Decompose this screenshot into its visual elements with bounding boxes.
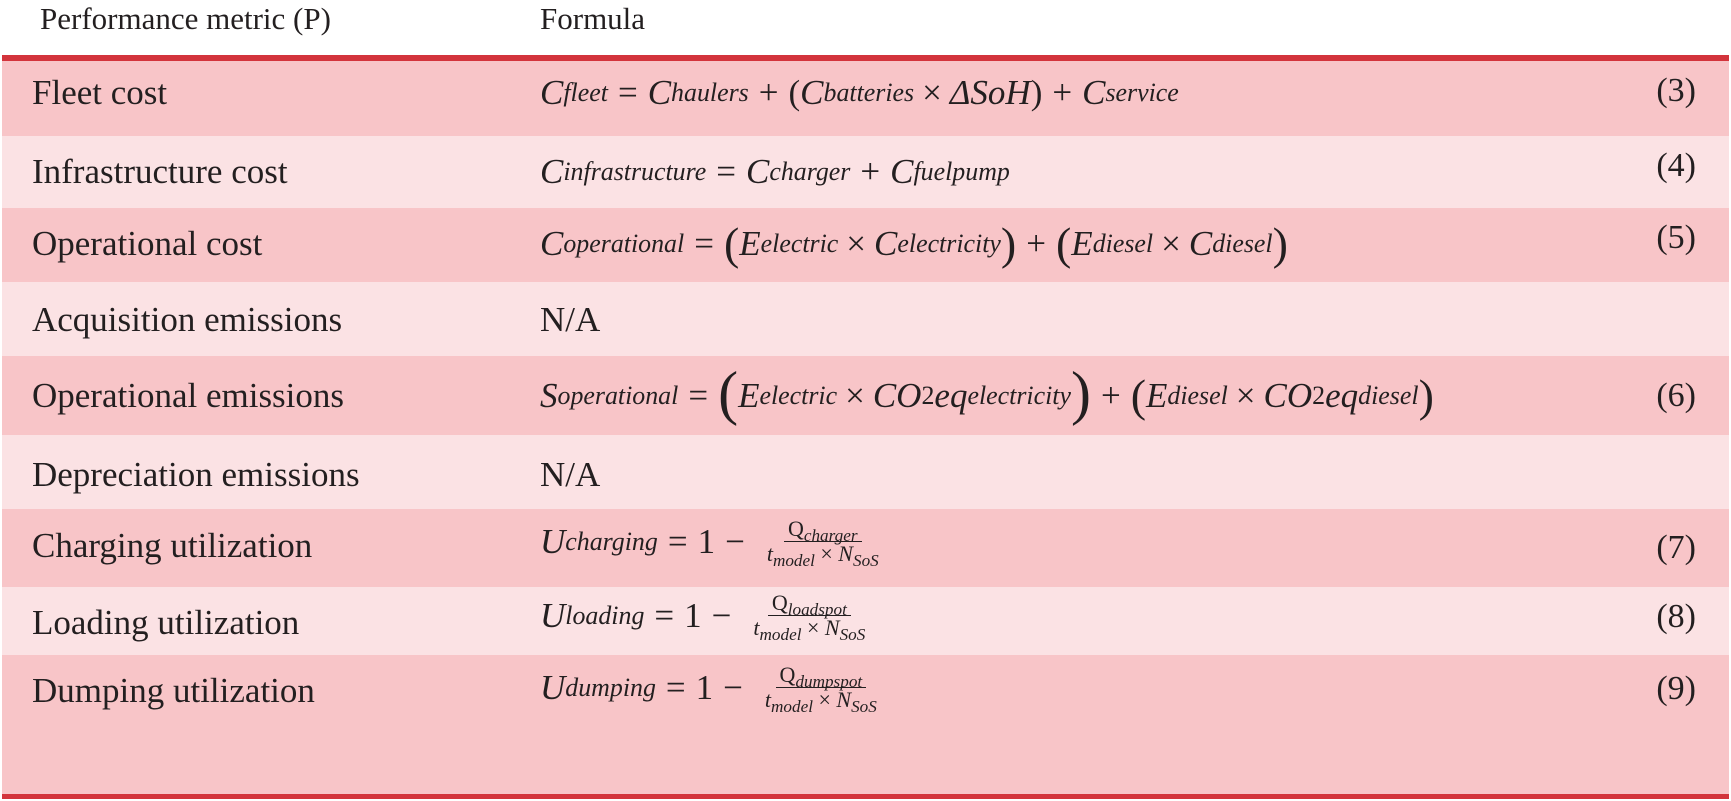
metric-label: Operational emissions (32, 376, 345, 415)
formula-fleet-cost: C fleet = C haulers + ( C batteries × ΔSoH ) + C service (540, 73, 1179, 112)
header-metric: Performance metric (P) (40, 1, 331, 36)
fraction: $\frac{Q_{charger}}{t_{model} \times N_{SoS}}$ (766, 516, 879, 571)
bottom-rule (2, 794, 1729, 799)
formula-charging-utilization: U charging = 1 − $\frac{Q_{charger}}{t_{model} \times N_{SoS}}$ (540, 517, 883, 566)
table-row (2, 655, 1729, 794)
formula-na: N/A (540, 300, 601, 339)
table-row (2, 356, 1729, 435)
metric-label: Acquisition emissions (32, 300, 343, 339)
table-row (2, 509, 1729, 587)
metric-label: Charging utilization (32, 526, 313, 565)
table-header (0, 0, 1731, 58)
formula-operational-cost: C operational = ( E electric × C electricity ) + ( E diesel × C diesel ) (540, 218, 1288, 269)
header-formula: Formula (540, 1, 646, 36)
table-row (2, 208, 1729, 282)
metric-label: Fleet cost (32, 73, 168, 112)
fraction: $\frac{Q_{dumpspot}}{t_{model} \times N_{SoS}}$ (764, 662, 877, 717)
formula-loading-utilization: U loading = 1 − $\frac{Q_{loadspot}}{t_{model} \times N_{SoS}}$ (540, 591, 869, 640)
equation-number: (8) (1656, 598, 1696, 635)
metric-label: Depreciation emissions (32, 455, 360, 494)
table-row (2, 435, 1729, 509)
formula-na: N/A (540, 455, 601, 494)
equation-number: (3) (1656, 72, 1696, 109)
equation-number: (4) (1656, 147, 1696, 184)
metric-label: Loading utilization (32, 603, 300, 642)
table-row (2, 136, 1729, 208)
equation-number: (7) (1656, 529, 1696, 566)
formula-operational-emissions: S operational = ( E electric × CO 2 eq electricity ) + ( E diesel × CO 2 eq diesel ) (540, 360, 1434, 426)
metric-label: Infrastructure cost (32, 152, 288, 191)
equation-number: (6) (1656, 377, 1696, 414)
equation-number: (5) (1656, 219, 1696, 256)
table-row (2, 587, 1729, 655)
fraction: $\frac{Q_{loadspot}}{t_{model} \times N_{SoS}}$ (753, 590, 866, 645)
metric-label: Operational cost (32, 224, 263, 263)
formula-dumping-utilization: U dumping = 1 − $\frac{Q_{dumpspot}}{t_{model} \times N_{SoS}}$ (540, 663, 881, 712)
metric-label: Dumping utilization (32, 671, 315, 710)
table-row (2, 61, 1729, 136)
formula-infrastructure-cost: C infrastructure = C charger + C fuelpump (540, 152, 1010, 191)
table-row (2, 282, 1729, 356)
equation-number: (9) (1656, 670, 1696, 707)
